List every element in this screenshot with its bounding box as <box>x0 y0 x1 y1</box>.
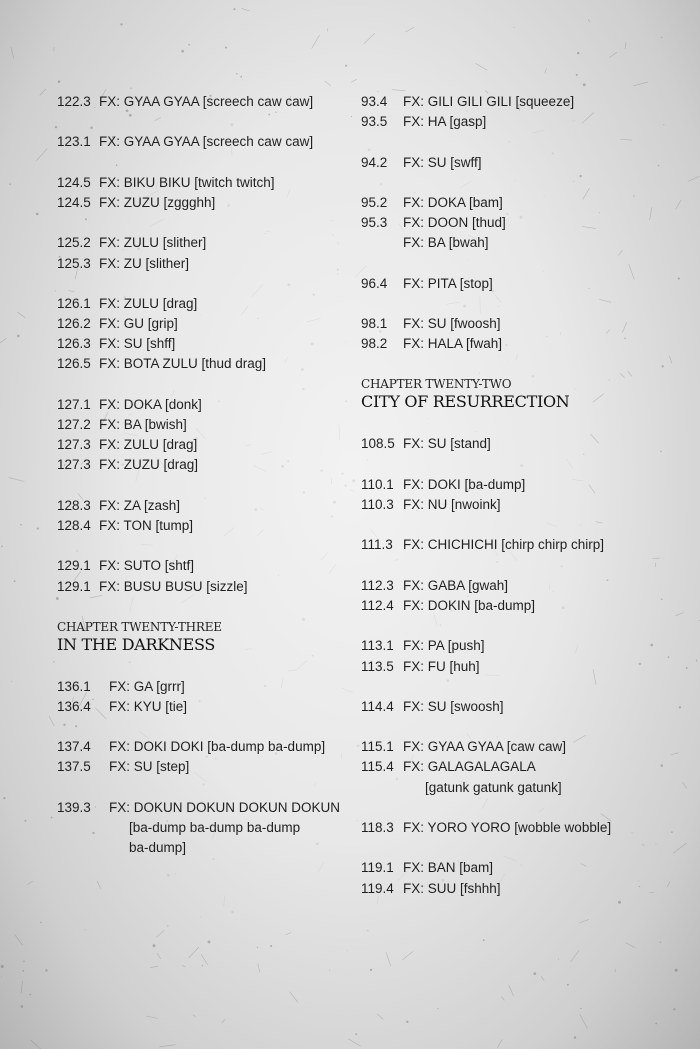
page-panel-number: 127.3 <box>57 457 91 473</box>
sfx-translation: FX: SUTO [shtf] <box>99 558 195 574</box>
page-panel-number: 93.4 <box>361 94 388 109</box>
sfx-translation: FX: ZUZU [zggghh] <box>99 194 216 210</box>
sfx-translation: FX: ZULU [drag] <box>99 295 198 311</box>
sfx-entry <box>361 314 661 334</box>
sfx-translation: FX: BA [bwah] <box>403 235 489 251</box>
page-panel-number: 114.4 <box>361 698 394 714</box>
page-panel-number: 112.3 <box>361 577 394 593</box>
sfx-entry <box>361 576 661 596</box>
sfx-entry <box>57 496 347 516</box>
sfx-translation: FX: DOKA [bam] <box>403 194 503 210</box>
page-panel-number: 136.1 <box>57 678 91 694</box>
sfx-entry <box>57 838 347 858</box>
chapter-heading <box>57 619 347 655</box>
page-panel-number: 124.5 <box>57 194 91 210</box>
page-panel-number: 113.1 <box>361 638 394 654</box>
entry-spacer <box>361 717 661 737</box>
sfx-translation: FX: TON [tump] <box>99 517 194 533</box>
sfx-entry <box>361 818 661 838</box>
entry-spacer <box>361 132 661 152</box>
sfx-entry <box>361 596 661 616</box>
sfx-entry <box>57 435 347 455</box>
sfx-entry <box>361 334 661 354</box>
page-panel-number: 129.1 <box>57 578 91 594</box>
page-panel-number: 128.4 <box>57 517 91 533</box>
sfx-entry <box>57 294 347 314</box>
sfx-entry <box>361 274 661 294</box>
entry-spacer <box>57 274 347 294</box>
sfx-translation: FX: GU [grip] <box>99 316 178 332</box>
sfx-entry <box>57 556 347 576</box>
sfx-translation: FX: YORO YORO [wobble wobble] <box>403 820 612 835</box>
page-panel-number: 115.4 <box>361 759 394 775</box>
sfx-entry <box>57 193 347 213</box>
page-panel-number: 119.1 <box>361 860 394 876</box>
page-panel-number: 123.1 <box>57 134 91 150</box>
sfx-entry <box>361 697 661 717</box>
sfx-translation: FX: DOKI DOKI [ba-dump ba-dump] <box>109 739 326 755</box>
sfx-translation: FX: DOKA [donk] <box>99 396 202 412</box>
sfx-translation: FX: HA [gasp] <box>403 114 487 130</box>
sfx-translation: FX: SUU [fshhh] <box>403 880 501 896</box>
page-panel-number: 129.1 <box>57 558 91 574</box>
sfx-continuation: ba-dump] <box>129 840 187 856</box>
page-panel-number: 95.2 <box>361 194 388 210</box>
sfx-translation: FX: GA [grrr] <box>109 678 185 694</box>
page-panel-number: 124.5 <box>57 174 91 190</box>
sfx-translation: FX: GYAA GYAA [screech caw caw] <box>99 134 314 150</box>
sfx-entry <box>57 314 347 334</box>
page-panel-number: 95.3 <box>361 215 388 231</box>
page-panel-number: 122.3 <box>57 94 91 109</box>
sfx-entry <box>57 334 347 354</box>
page-panel-number: 125.2 <box>57 235 91 251</box>
page-panel-number: 112.4 <box>361 597 394 613</box>
sfx-translation: FX: DOKIN [ba-dump] <box>403 597 536 613</box>
sfx-translation: FX: GALAGALAGALA <box>403 759 536 775</box>
page-panel-number: 137.5 <box>57 759 91 775</box>
sfx-entry <box>57 697 347 717</box>
right-column <box>361 92 661 899</box>
entry-spacer <box>361 556 661 576</box>
entry-spacer <box>57 375 347 395</box>
sfx-entry <box>361 434 661 454</box>
sfx-translation: FX: SU [swff] <box>403 154 482 170</box>
sfx-translation: FX: ZU [slither] <box>99 255 190 271</box>
entry-spacer <box>57 153 347 173</box>
page-panel-number: 119.4 <box>361 880 394 896</box>
sfx-translation: FX: SU [shff] <box>99 336 176 352</box>
page-panel-number: 110.1 <box>361 476 394 492</box>
sfx-entry <box>57 254 347 274</box>
page-panel-number: 98.2 <box>361 336 388 352</box>
sfx-entry <box>361 153 661 173</box>
sfx-continuation: [ba-dump ba-dump ba-dump <box>129 820 301 835</box>
page-panel-number: 111.3 <box>361 537 393 553</box>
sfx-entry <box>361 737 661 757</box>
chapter-title: CITY OF RESURRECTION <box>361 392 570 412</box>
entry-spacer <box>361 294 661 314</box>
sfx-entry <box>361 92 661 112</box>
page-panel-number: 127.2 <box>57 417 91 432</box>
page-panel-number: 127.3 <box>57 437 91 453</box>
entry-spacer <box>361 838 661 858</box>
sfx-translation: FX: ZULU [slither] <box>99 235 207 251</box>
sfx-translation: FX: SU [step] <box>109 759 190 775</box>
sfx-entry <box>57 677 347 697</box>
sfx-entry <box>361 879 661 899</box>
sfx-translation: FX: KYU [tie] <box>109 698 188 714</box>
page-panel-number: 139.3 <box>57 799 91 815</box>
sfx-translation: FX: NU [nwoink] <box>403 497 501 512</box>
sfx-translation: FX: DOKUN DOKUN DOKUN DOKUN <box>109 799 341 815</box>
page-panel-number: 110.3 <box>361 497 394 512</box>
page-panel-number: 127.1 <box>57 396 91 412</box>
sfx-entry <box>57 757 347 777</box>
sfx-translation: FX: GILI GILI GILI [squeeze] <box>403 94 575 109</box>
sfx-translation: FX: ZULU [drag] <box>99 437 198 453</box>
entry-spacer <box>361 254 661 274</box>
sfx-entry <box>57 798 347 818</box>
page-panel-number: 126.1 <box>57 295 91 311</box>
page-panel-number: 98.1 <box>361 316 388 332</box>
page-panel-number: 96.4 <box>361 275 388 291</box>
page-panel-number: 126.2 <box>57 316 91 332</box>
chapter-title: IN THE DARKNESS <box>57 634 216 654</box>
page-panel-number: 93.5 <box>361 114 388 130</box>
sfx-translation: FX: ZUZU [drag] <box>99 457 199 473</box>
sfx-entry <box>57 395 347 415</box>
entry-spacer <box>361 677 661 697</box>
sfx-translation: FX: BAN [bam] <box>403 860 494 876</box>
sfx-translation: FX: GYAA GYAA [screech caw caw] <box>99 94 314 109</box>
sfx-entry <box>57 577 347 597</box>
sfx-entry <box>57 354 347 374</box>
entry-spacer <box>57 778 347 798</box>
sfx-translation: FX: SU [stand] <box>403 436 491 452</box>
entry-spacer <box>57 213 347 233</box>
page-panel-number: 125.3 <box>57 255 91 271</box>
sfx-translation: FX: DOKI [ba-dump] <box>403 476 526 492</box>
sfx-translation: FX: BA [bwish] <box>99 417 187 432</box>
entry-spacer <box>57 476 347 496</box>
chapter-label: CHAPTER TWENTY-THREE <box>57 619 222 634</box>
entry-spacer <box>361 798 661 818</box>
sfx-entry <box>361 495 661 515</box>
page-panel-number: 115.1 <box>361 739 394 755</box>
sfx-entry <box>361 112 661 132</box>
left-column <box>57 92 347 858</box>
page-panel-number: 94.2 <box>361 154 388 170</box>
sfx-translation: FX: FU [huh] <box>403 658 480 674</box>
sfx-entry <box>361 475 661 495</box>
sfx-entry <box>57 233 347 253</box>
page-panel-number: 113.5 <box>361 658 394 674</box>
page-panel-number: 128.3 <box>57 497 91 513</box>
sfx-translation: FX: HALA [fwah] <box>403 336 503 352</box>
page-panel-number: 126.5 <box>57 356 91 372</box>
chapter-heading <box>361 376 661 412</box>
sfx-translation: FX: SU [fwoosh] <box>403 316 501 332</box>
sfx-translation: FX: BOTA ZULU [thud drag] <box>99 356 267 372</box>
sfx-entry <box>361 193 661 213</box>
sfx-entry <box>361 657 661 677</box>
entry-spacer <box>57 112 347 132</box>
sfx-entry <box>361 213 661 233</box>
sfx-translation: FX: GABA [gwah] <box>403 577 509 593</box>
sfx-translation: FX: ZA [zash] <box>99 497 181 513</box>
page-panel-number: 136.4 <box>57 698 91 714</box>
entry-spacer <box>361 455 661 475</box>
sfx-entry <box>57 516 347 536</box>
entry-spacer <box>361 616 661 636</box>
sfx-entry <box>57 737 347 757</box>
page-panel-number: 137.4 <box>57 739 91 755</box>
entry-spacer <box>361 515 661 535</box>
chapter-label: CHAPTER TWENTY-TWO <box>361 377 512 392</box>
sfx-entry <box>57 818 347 838</box>
entry-spacer <box>57 536 347 556</box>
sfx-entry <box>361 636 661 656</box>
page-panel-number: 108.5 <box>361 436 395 452</box>
sfx-entry <box>361 858 661 878</box>
entry-spacer <box>361 173 661 193</box>
sfx-entry <box>57 455 347 475</box>
page-panel-number: 126.3 <box>57 336 91 352</box>
sfx-entry <box>361 535 661 555</box>
sfx-translation: FX: BUSU BUSU [sizzle] <box>99 578 248 594</box>
sfx-translation: FX: GYAA GYAA [caw caw] <box>403 739 567 755</box>
sfx-translation: FX: BIKU BIKU [twitch twitch] <box>99 174 275 190</box>
sfx-entry <box>361 778 661 798</box>
sfx-translation: FX: SU [swoosh] <box>403 698 504 714</box>
page-panel-number: 118.3 <box>361 820 394 835</box>
sfx-entry <box>361 757 661 777</box>
sfx-translation: FX: DOON [thud] <box>403 215 506 231</box>
sfx-entry <box>57 415 347 435</box>
sfx-entry <box>57 92 347 112</box>
sfx-translation: FX: PITA [stop] <box>403 275 493 291</box>
sfx-entry <box>57 173 347 193</box>
sfx-entry <box>57 132 347 152</box>
sfx-translation: FX: PA [push] <box>403 638 485 654</box>
sfx-entry <box>361 233 661 253</box>
sfx-translation: FX: CHICHICHI [chirp chirp chirp] <box>403 537 605 553</box>
sfx-continuation: [gatunk gatunk gatunk] <box>425 779 562 795</box>
entry-spacer <box>57 717 347 737</box>
